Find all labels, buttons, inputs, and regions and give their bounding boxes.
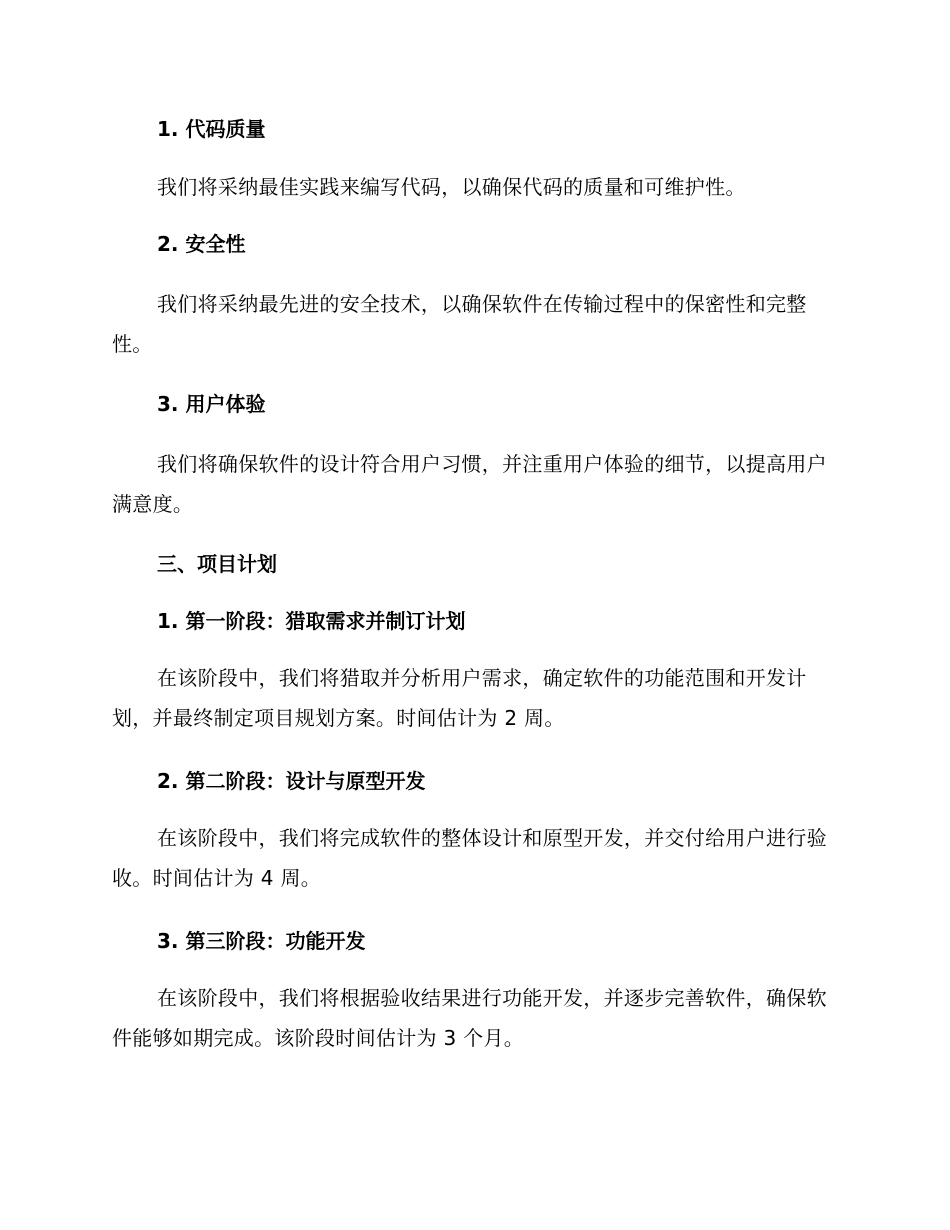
phase-paragraph-1: 在该阶段中，我们将猎取并分析用户需求，确定软件的功能范围和开发计划，并最终制定项目规划方案。时间估计为 2 周。: [112, 666, 807, 730]
phase-heading-3: 3. 第三阶段：功能开发: [157, 929, 366, 953]
section-paragraph-security: 我们将采纳最先进的安全技术，以确保软件在传输过程中的保密性和完整性。: [112, 292, 807, 356]
phase-paragraph-2: 在该阶段中，我们将完成软件的整体设计和原型开发，并交付给用户进行验收。时间估计为 4 周。: [112, 826, 827, 890]
section-heading-code-quality: 1. 代码质量: [157, 117, 266, 141]
section-heading-security: 2. 安全性: [157, 232, 246, 256]
chapter-title-project-plan: 三、项目计划: [157, 552, 277, 576]
phase-paragraph-3: 在该阶段中，我们将根据验收结果进行功能开发，并逐步完善软件，确保软件能够如期完成。该阶段时间估计为 3 个月。: [112, 986, 827, 1050]
phase-heading-2: 2. 第二阶段：设计与原型开发: [157, 769, 426, 793]
phase-heading-1: 1. 第一阶段：猎取需求并制订计划: [157, 609, 466, 633]
section-heading-user-experience: 3. 用户体验: [157, 392, 266, 416]
section-paragraph-code-quality: 我们将采纳最佳实践来编写代码，以确保代码的质量和可维护性。: [157, 175, 746, 199]
section-paragraph-user-experience: 我们将确保软件的设计符合用户习惯，并注重用户体验的细节，以提高用户满意度。: [112, 452, 827, 516]
